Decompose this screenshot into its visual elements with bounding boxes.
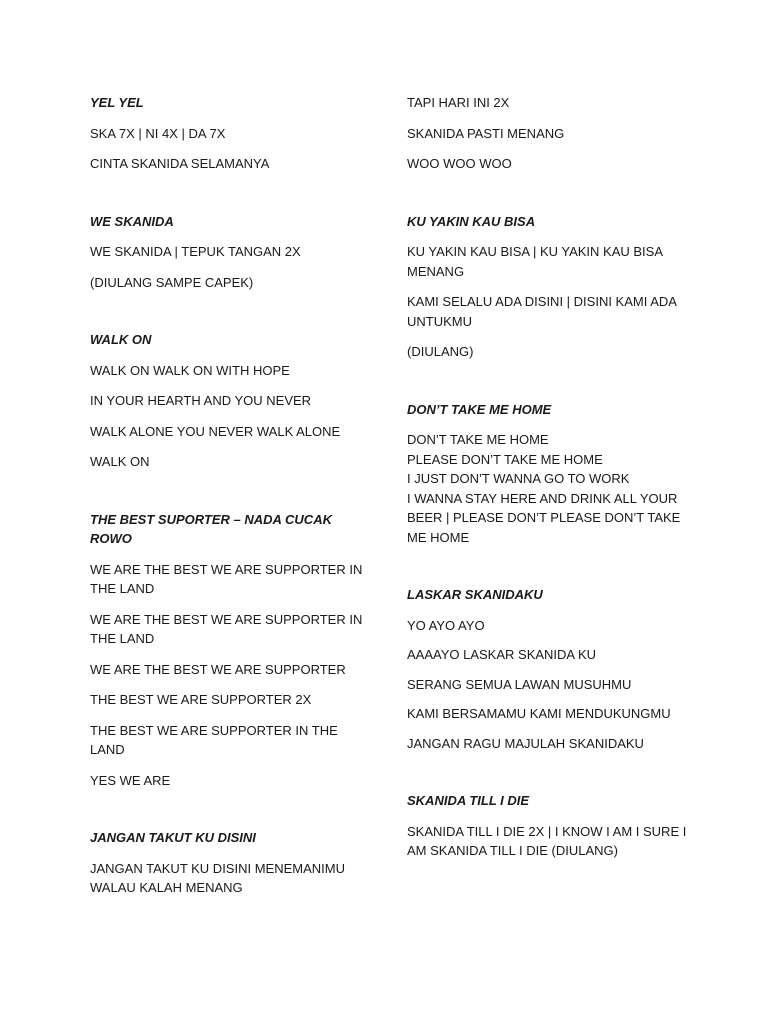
lyric-line: WE ARE THE BEST WE ARE SUPPORTER IN THE LAND [90, 561, 363, 596]
section-title: JANGAN TAKUT KU DISINI [90, 830, 256, 845]
section-title: THE BEST SUPORTER – NADA CUCAK ROWO [90, 511, 332, 546]
lyric-line: JANGAN TAKUT KU DISINI MENEMANIMU WALAU KALAH MENANG [90, 860, 345, 895]
lyric-line: KAMI SELALU ADA DISINI | DISINI KAMI ADA UNTUKMU [407, 294, 677, 329]
lyric-block [407, 430, 692, 547]
lyric-line: SERANG SEMUA LAWAN MUSUHMU [407, 676, 632, 692]
section-title: KU YAKIN KAU BISA [407, 213, 536, 229]
lyric-line: (DIULANG SAMPE CAPEK) [90, 274, 254, 290]
lyric-line: JANGAN RAGU MAJULAH SKANIDAKU [407, 735, 644, 751]
lyric-line: WALK ALONE YOU NEVER WALK ALONE [90, 423, 341, 439]
lyric-line: THE BEST WE ARE SUPPORTER 2X [90, 692, 312, 707]
section-ku-yakin-kau-bisa [407, 212, 692, 362]
section-the-best-suporter [90, 510, 370, 791]
lyric-line: KAMI BERSAMAMU KAMI MENDUKUNGMU [407, 706, 671, 721]
lyric-line: WALK ON [90, 454, 150, 469]
lyric-line: IN YOUR HEARTH AND YOU NEVER [90, 393, 312, 408]
lyric-line: (DIULANG) [407, 344, 474, 359]
lyric-block [407, 822, 692, 861]
lyric-line: CINTA SKANIDA SELAMANYA [90, 156, 270, 171]
section-laskar-skanidaku [407, 585, 692, 753]
lyric-line: I JUST DON’T WANNA GO TO WORK [407, 471, 630, 486]
section-jangan-takut [90, 828, 370, 898]
right-column [407, 93, 692, 899]
lyric-line: WALK ON WALK ON WITH HOPE [90, 362, 290, 378]
lyric-line: AAAAYO LASKAR SKANIDA KU [407, 647, 597, 662]
lyric-line: SKANIDA PASTI MENANG [407, 125, 565, 141]
lyric-line: PLEASE DON’T TAKE ME HOME [407, 451, 603, 467]
lyric-line: SKA 7X | NI 4X | DA 7X [90, 125, 226, 141]
lyric-line: TAPI HARI INI 2X [407, 95, 510, 110]
section-title: YEL YEL [90, 95, 144, 110]
section-tapi-hari-ini [407, 93, 692, 174]
section-title: WE SKANIDA [90, 213, 174, 229]
lyric-line: THE BEST WE ARE SUPPORTER IN THE LAND [90, 722, 338, 757]
section-skanida-till-i-die [407, 791, 692, 861]
section-title: SKANIDA TILL I DIE [407, 793, 530, 808]
lyric-line: SKANIDA TILL I DIE 2X | I KNOW I AM I SURE I AM SKANIDA TILL I DIE (DIULANG) [407, 823, 687, 858]
section-we-skanida [90, 212, 370, 293]
lyric-line: YES WE ARE [90, 772, 171, 788]
left-column [90, 93, 370, 936]
lyric-line: WOO WOO WOO [407, 156, 512, 171]
section-yel-yel [90, 93, 370, 174]
lyric-line: YO AYO AYO [407, 617, 485, 633]
lyric-line: DON’T TAKE ME HOME [407, 432, 549, 447]
lyric-line: I WANNA STAY HERE AND DRINK ALL YOUR BEER | PLEASE DON’T PLEASE DON’T TAKE ME HOME [407, 490, 681, 545]
lyric-line: WE ARE THE BEST WE ARE SUPPORTER [90, 661, 346, 677]
section-title: DON’T TAKE ME HOME [407, 401, 552, 417]
lyric-line: WE ARE THE BEST WE ARE SUPPORTER IN THE LAND [90, 611, 363, 646]
section-dont-take-me-home [407, 400, 692, 548]
section-title: WALK ON [90, 332, 152, 347]
section-walk-on [90, 330, 370, 472]
section-title: LASKAR SKANIDAKU [407, 587, 543, 602]
lyric-line: WE SKANIDA | TEPUK TANGAN 2X [90, 244, 301, 259]
lyric-line: KU YAKIN KAU BISA | KU YAKIN KAU BISA MENANG [407, 244, 663, 279]
